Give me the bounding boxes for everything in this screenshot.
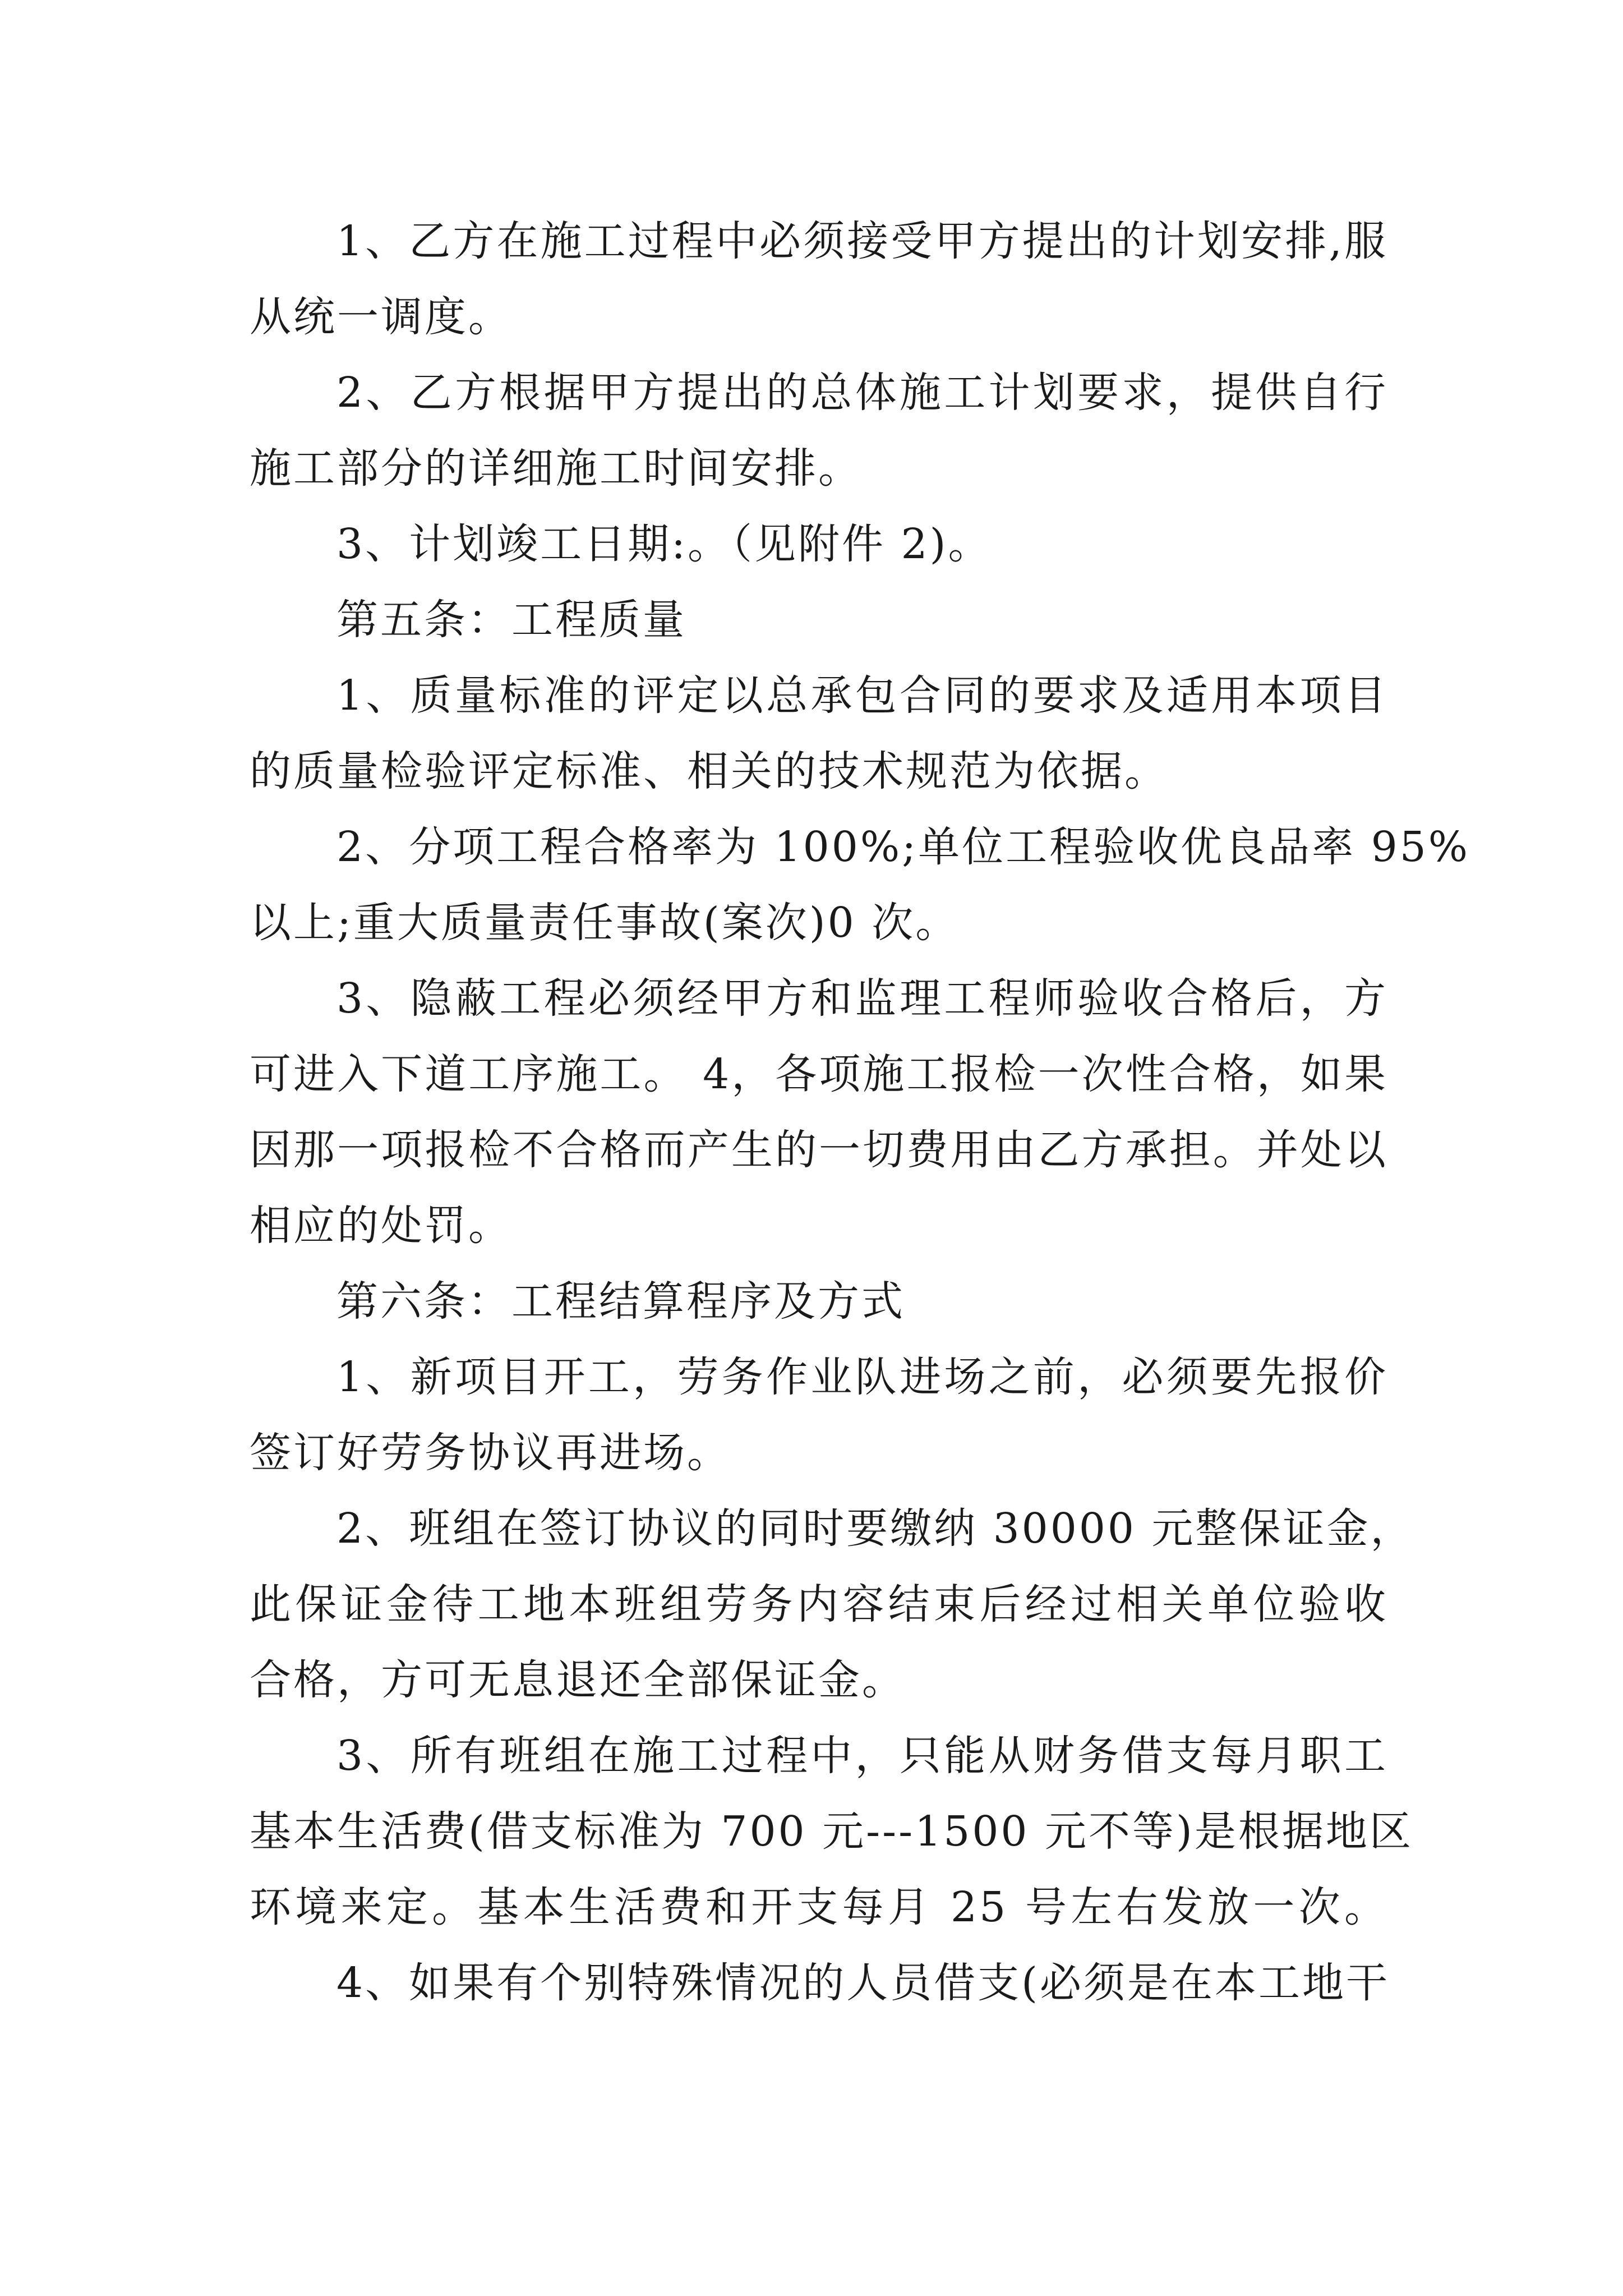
paragraph-line: 1、乙方在施工过程中必须接受甲方提出的计划安排,服: [336, 217, 1388, 265]
paragraph-line: 签订好劳务协议再进场。: [250, 1429, 731, 1477]
paragraph-line: 2、乙方根据甲方提出的总体施工计划要求，提供自行: [336, 369, 1388, 417]
paragraph-line: 3、所有班组在施工过程中，只能从财务借支每月职工: [336, 1732, 1388, 1780]
section-heading: 第五条：工程质量: [336, 596, 686, 644]
paragraph-line: 从统一调度。: [250, 293, 512, 341]
paragraph-line: 因那一项报检不合格而产生的一切费用由乙方承担。并处以: [250, 1126, 1388, 1174]
paragraph-line: 环境来定。基本生活费和开支每月 25 号左右发放一次。: [250, 1883, 1388, 1931]
paragraph-line: 以上;重大质量责任事故(案次)0 次。: [250, 899, 960, 947]
paragraph-line: 4、如果有个别特殊情况的人员借支(必须是在本工地干: [336, 1959, 1390, 2007]
paragraph-line: 基本生活费(借支标准为 700 元---1500 元不等)是根据地区: [250, 1807, 1413, 1856]
paragraph-line: 1、质量标准的评定以总承包合同的要求及适用本项目: [336, 671, 1388, 720]
paragraph-line: 3、隐蔽工程必须经甲方和监理工程师验收合格后，方: [336, 974, 1388, 1023]
paragraph-line: 2、分项工程合格率为 100%;单位工程验收优良品率 95%: [336, 823, 1470, 871]
paragraph-line: 2、班组在签订协议的同时要缴纳 30000 元整保证金，: [336, 1504, 1414, 1553]
paragraph-line: 合格，方可无息退还全部保证金。: [250, 1656, 906, 1704]
paragraph-line: 1、新项目开工，劳务作业队进场之前，必须要先报价: [336, 1353, 1388, 1401]
paragraph-line: 相应的处罚。: [250, 1202, 512, 1250]
paragraph-line: 3、计划竣工日期:。（见附件 2)。: [336, 520, 992, 568]
paragraph-line: 的质量检验评定标准、相关的技术规范为依据。: [250, 747, 1168, 795]
paragraph-line: 施工部分的详细施工时间安排。: [250, 444, 862, 493]
paragraph-line: 可进入下道工序施工。 4，各项施工报检一次性合格，如果: [250, 1050, 1388, 1098]
section-heading: 第六条：工程结算程序及方式: [336, 1277, 905, 1326]
paragraph-line: 此保证金待工地本班组劳务内容结束后经过相关单位验收: [250, 1580, 1388, 1628]
